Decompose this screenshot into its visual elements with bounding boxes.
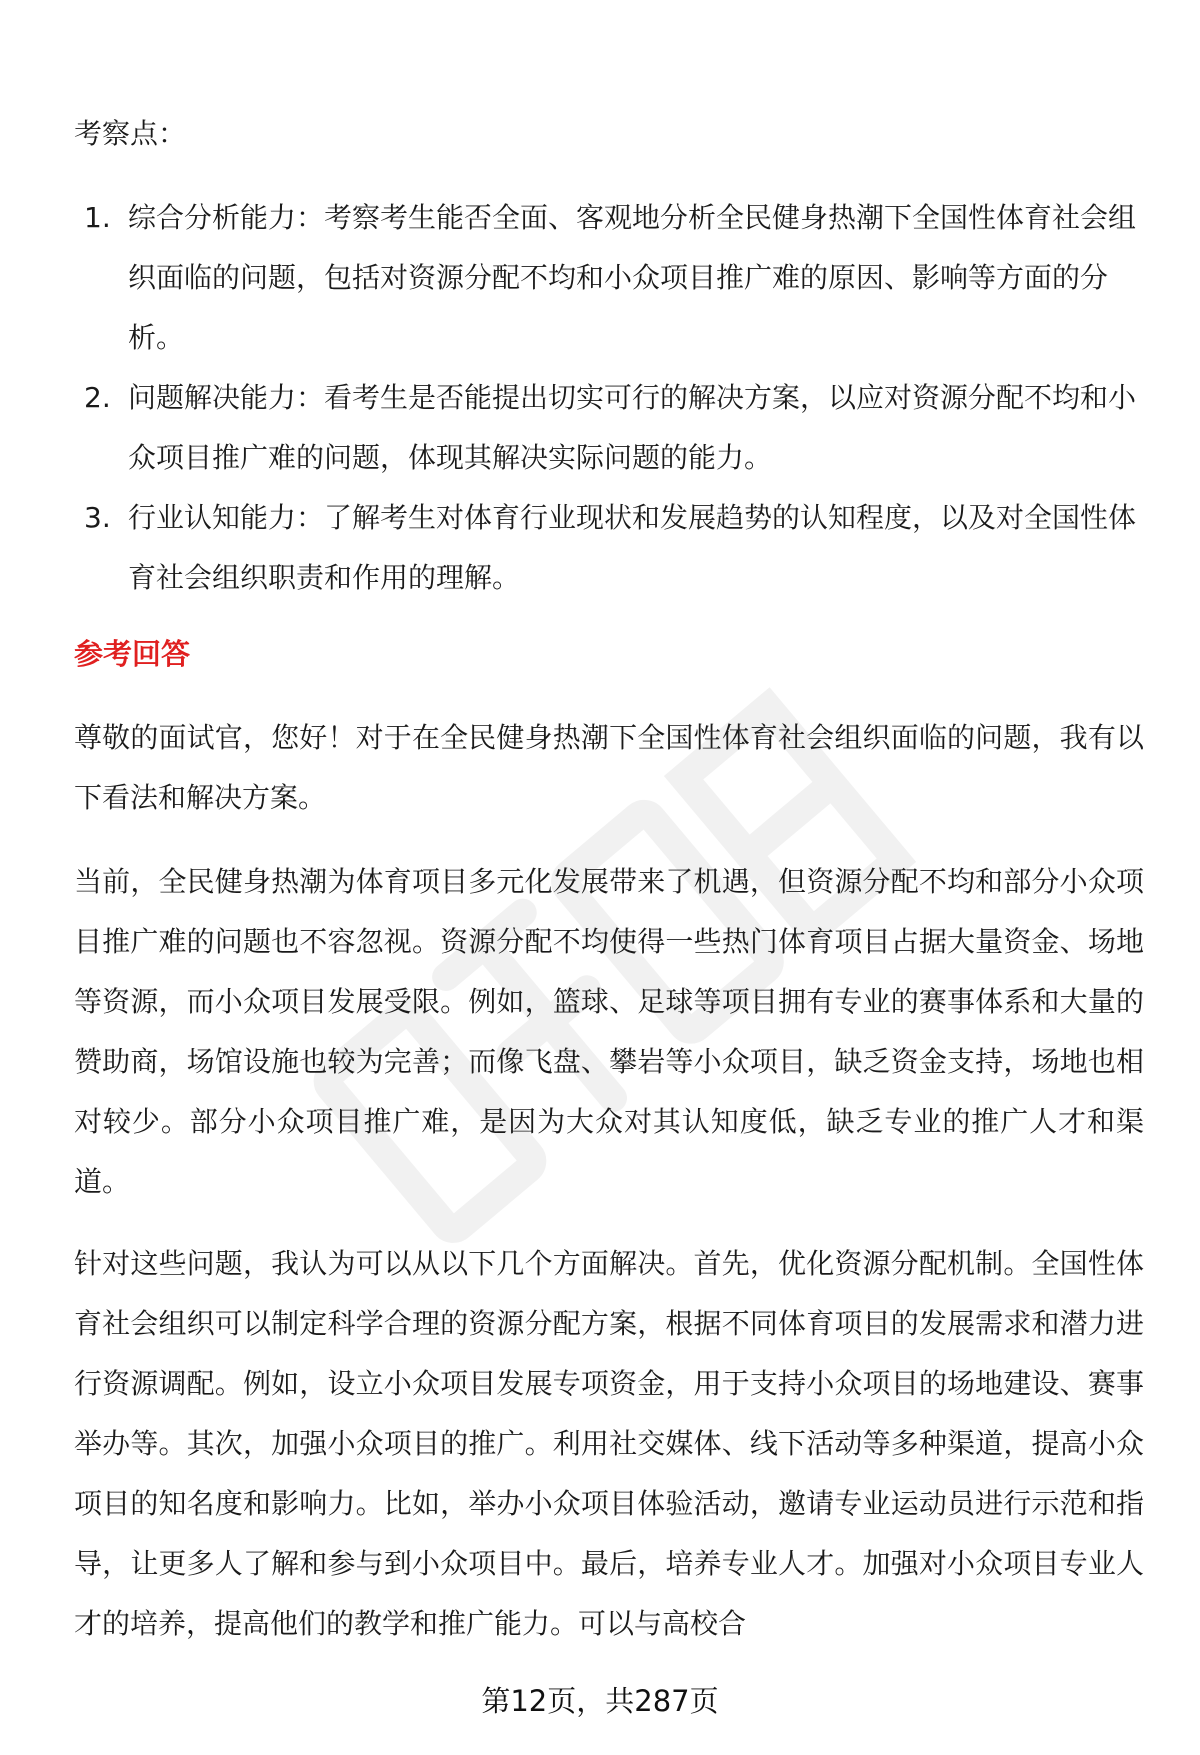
list-item-number: 3. (84, 501, 111, 534)
exam-points-list (74, 188, 1144, 608)
exam-points-label: 考察点： (74, 117, 187, 150)
list-item (74, 488, 1144, 608)
page-number: 第12页，共287页 (481, 1684, 719, 1718)
list-item-number: 2. (84, 381, 111, 414)
answer-paragraph: 当前，全民健身热潮为体育项目多元化发展带来了机遇，但资源分配不均和部分小众项目推广难的问题也不容忽视。资源分配不均使得一些热门体育项目占据大量资金、场地等资源，而小众项目发展受限。例如，篮球、足球等项目拥有专业的赛事体系和大量的赞助商，场馆设施也较为完善；而像飞盘、攀岩等小众项目，缺乏资金支持，场地也相对较少。部分小众项目推广难，是因为大众对其认知度低，缺乏专业的推广人才和渠道。 (74, 865, 1144, 1198)
list-item-text: 问题解决能力：看考生是否能提出切实可行的解决方案，以应对资源分配不均和小众项目推广难的问题，体现其解决实际问题的能力。 (128, 381, 1137, 474)
reference-answer-title: 参考回答 (74, 637, 191, 671)
list-item-text: 行业认知能力：了解考生对体育行业现状和发展趋势的认知程度，以及对全国性体育社会组织职责和作用的理解。 (128, 501, 1137, 594)
list-item-number: 1. (84, 201, 111, 234)
list-item (74, 368, 1144, 488)
answer-paragraph: 针对这些问题，我认为可以从以下几个方面解决。首先，优化资源分配机制。全国性体育社会组织可以制定科学合理的资源分配方案，根据不同体育项目的发展需求和潜力进行资源调配。例如，设立小众项目发展专项资金，用于支持小众项目的场地建设、赛事举办等。其次，加强小众项目的推广。利用社交媒体、线下活动等多种渠道，提高小众项目的知名度和影响力。比如，举办小众项目体验活动，邀请专业运动员进行示范和指导，让更多人了解和参与到小众项目中。最后，培养专业人才。加强对小众项目专业人才的培养，提高他们的教学和推广能力。可以与高校合 (74, 1247, 1144, 1640)
list-item-text: 综合分析能力：考察考生能否全面、客观地分析全民健身热潮下全国性体育社会组织面临的问题，包括对资源分配不均和小众项目推广难的原因、影响等方面的分析。 (128, 201, 1137, 354)
list-item (74, 188, 1144, 368)
answer-paragraph: 尊敬的面试官，您好！对于在全民健身热潮下全国性体育社会组织面临的问题，我有以下看法和解决方案。 (74, 721, 1144, 814)
